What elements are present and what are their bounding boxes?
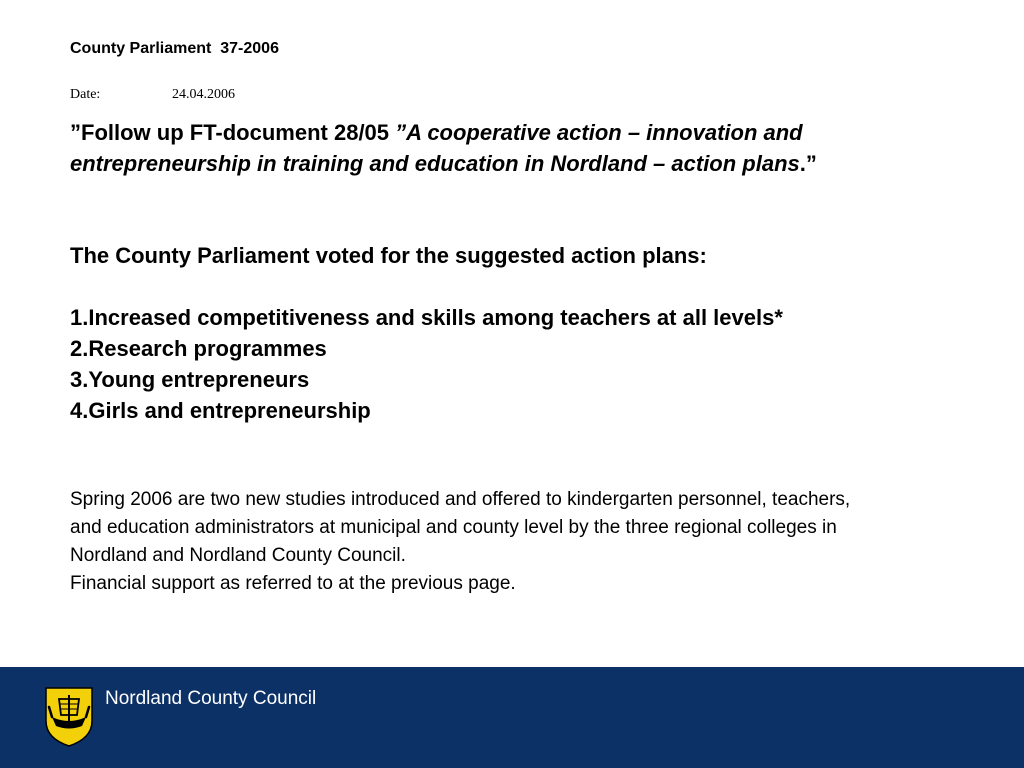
action-plans-list bbox=[70, 302, 850, 426]
organization-name: Nordland County Council bbox=[105, 688, 317, 709]
heading-suffix: .” bbox=[799, 151, 817, 176]
viking-ship-crest-icon bbox=[45, 687, 93, 747]
body-text bbox=[70, 486, 870, 598]
main-heading bbox=[70, 117, 850, 179]
body-paragraph: Financial support as referred to at the previous page. bbox=[70, 573, 516, 594]
body-paragraph: Spring 2006 are two new studies introduced and offered to kindergarten personnel, teachers, and education administrators at municipal and county level by the three regional colleges in Nordland and Nordland County Council. bbox=[70, 489, 851, 566]
vote-statement: The County Parliament voted for the suggested action plans: bbox=[70, 243, 707, 268]
list-item: 1.Increased competitiveness and skills among teachers at all levels* bbox=[70, 305, 783, 330]
list-item: 2.Research programmes bbox=[70, 336, 327, 361]
date-value: 24.04.2006 bbox=[172, 87, 235, 102]
list-item: 4.Girls and entrepreneurship bbox=[70, 398, 371, 423]
heading-italic-title: ”A cooperative action – innovation and entrepreneurship in training and education in Nordland – action plans bbox=[70, 120, 803, 176]
heading-prefix: ”Follow up FT-document 28/05 bbox=[70, 120, 396, 145]
date-row bbox=[70, 87, 235, 103]
list-item: 3.Young entrepreneurs bbox=[70, 367, 310, 392]
document-title: County Parliament 37-2006 bbox=[70, 40, 279, 57]
date-label: Date: bbox=[70, 87, 101, 102]
footer-bar bbox=[0, 667, 1024, 768]
